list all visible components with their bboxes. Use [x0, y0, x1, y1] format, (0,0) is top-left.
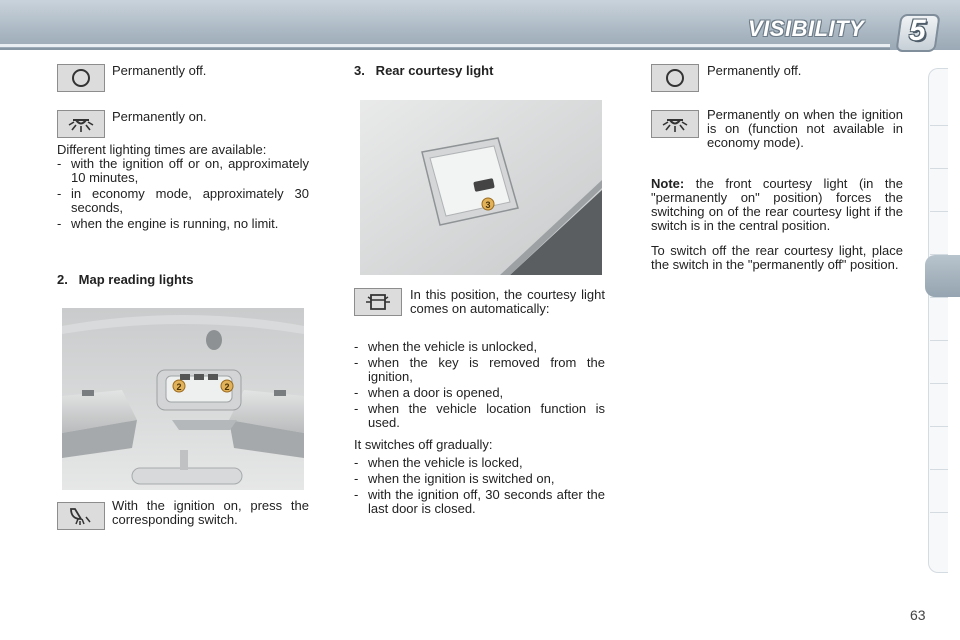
- map-light-label: 2: [176, 382, 182, 392]
- tab-divider: [930, 297, 948, 298]
- courtesy-on-cases: [354, 340, 605, 432]
- note-paragraph: [651, 177, 903, 233]
- switch-off-intro: It switches off gradually:: [354, 437, 493, 452]
- note-label: Note:: [651, 176, 685, 191]
- courtesy-off-cases: [354, 456, 605, 518]
- press-switch-text: With the ignition on, press the corresponding switch.: [112, 498, 309, 527]
- list-item: - when a door is opened,: [354, 386, 605, 400]
- tab-divider: [930, 340, 948, 341]
- list-item: - with the ignition off or on, approximately 10 minutes,: [57, 157, 309, 185]
- chapter-tab-rail: [928, 68, 948, 573]
- courtesy-light-label: 3: [485, 200, 491, 210]
- map-lamp-icon-box: [57, 502, 105, 530]
- tab-divider: [930, 211, 948, 212]
- permanently-on-text: Permanently on.: [112, 109, 207, 124]
- tab-divider: [930, 469, 948, 470]
- rear-courtesy-light-photo: [360, 100, 602, 275]
- list-item: - when the vehicle location function is used.: [354, 402, 605, 430]
- circle-off-icon: [69, 67, 93, 89]
- on-switch-icon-box: [57, 110, 105, 138]
- map-reading-lights-photo: [62, 308, 304, 490]
- permanently-off-text: Permanently off.: [112, 63, 207, 78]
- rear-permanently-on-text: Permanently on when the ignition is on (function not available in economy mode).: [707, 107, 903, 150]
- tab-divider: [930, 426, 948, 427]
- lighting-times-list: [57, 157, 309, 233]
- tab-divider: [930, 383, 948, 384]
- automatic-position-text: In this position, the courtesy light comes on automatically:: [410, 287, 605, 316]
- tab-divider: [930, 125, 948, 126]
- list-item: - in economy mode, approximately 30 seconds,: [57, 187, 309, 215]
- rear-courtesy-heading: 3. Rear courtesy light: [354, 63, 494, 78]
- map-reading-heading: 2. Map reading lights: [57, 272, 194, 287]
- header-rule-shadow: [0, 48, 890, 50]
- list-item: - when the vehicle is unlocked,: [354, 340, 605, 354]
- lamp-rays-icon: [660, 113, 690, 135]
- header-rule: [0, 44, 890, 47]
- list-item: - when the engine is running, no limit.: [57, 217, 309, 231]
- circle-off-icon: [663, 67, 687, 89]
- list-item: - when the key is removed from the ignition,: [354, 356, 605, 384]
- list-item: - with the ignition off, 30 seconds after the last door is closed.: [354, 488, 605, 516]
- list-item: - when the ignition is switched on,: [354, 472, 605, 486]
- off-switch-icon-box: [57, 64, 105, 92]
- map-light-label: 2: [224, 382, 230, 392]
- rear-on-icon-box: [651, 110, 699, 138]
- lamp-rays-icon: [66, 113, 96, 135]
- chapter-tab-active: [925, 255, 960, 297]
- chapter-title: VISIBILITY: [748, 16, 865, 41]
- map-reading-lamp-icon: [66, 505, 96, 527]
- lighting-times-intro: Different lighting times are available:: [57, 142, 267, 157]
- door-courtesy-icon: [363, 291, 393, 313]
- page-number: 63: [910, 607, 926, 623]
- rear-permanently-off-text: Permanently off.: [707, 63, 802, 78]
- list-item: - when the vehicle is locked,: [354, 456, 605, 470]
- rear-off-icon-box: [651, 64, 699, 92]
- switch-off-instruction: To switch off the rear courtesy light, place the switch in the "permanently off" position.: [651, 243, 903, 272]
- door-position-icon-box: [354, 288, 402, 316]
- tab-divider: [930, 512, 948, 513]
- note-text: the front courtesy light (in the "permanently on" position) forces the switching on of the rear courtesy light if the switch is in the central position.: [651, 176, 903, 233]
- tab-divider: [930, 168, 948, 169]
- chapter-number: 5: [909, 14, 926, 47]
